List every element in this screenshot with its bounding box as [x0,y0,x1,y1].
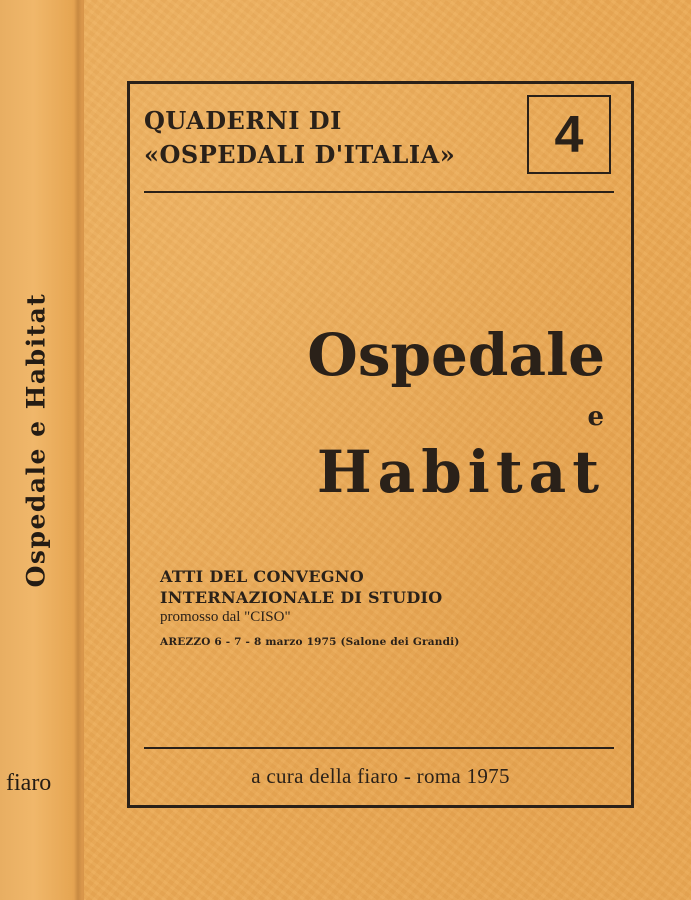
imprint-text: a cura della fiaro - roma 1975 [251,764,510,788]
spine-fold [74,0,82,900]
volume-number: 4 [554,105,584,164]
book-spine [0,0,84,900]
volume-number-box [527,95,611,174]
bottom-divider [144,747,614,749]
series-title [144,104,455,172]
place-date-text: AREZZO 6 - 7 - 8 marzo 1975 (Salone dei Grandi) [160,636,460,648]
top-divider [144,191,614,193]
series-title-line2: «OSPEDALI D'ITALIA» [144,140,456,169]
spine-title: Ospedale e Habitat [21,292,51,588]
main-title-conjunction: e [587,402,604,432]
promoter-text: promosso dal "CISO" [160,609,291,625]
cover-frame [127,81,634,808]
main-title-line2: Habitat [316,438,605,506]
subtitle-line1: ATTI DEL CONVEGNO [160,567,364,586]
spine-publisher: fiaro [6,770,52,796]
proceedings-block [160,566,459,648]
series-title-line1: QUADERNI DI [144,106,342,135]
main-title-line1: Ospedale [307,321,605,389]
subtitle-line2: INTERNAZIONALE DI STUDIO [160,588,443,607]
